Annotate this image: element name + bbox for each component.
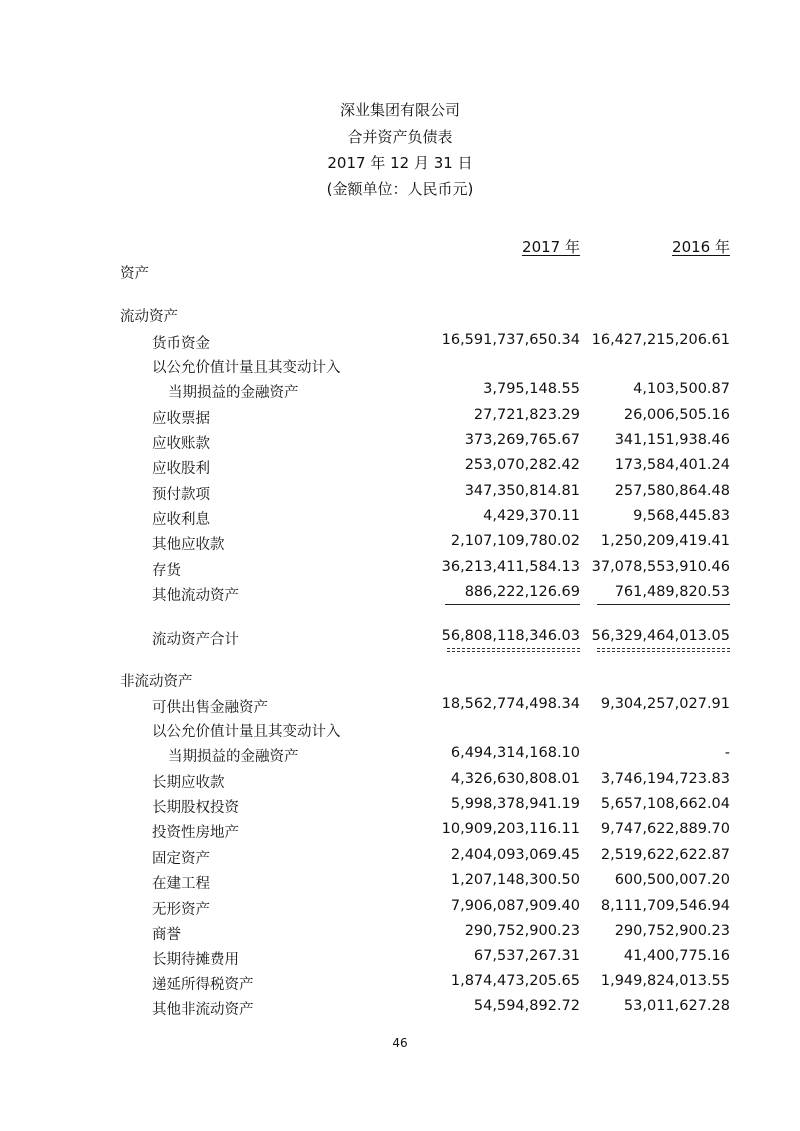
row-label: 在建工程 [152,876,210,892]
table-row [0,872,800,896]
page-number: 46 [392,1036,408,1050]
value-2017: 6,494,314,168.10 [450,745,580,761]
table-row [0,559,800,583]
row-label: 长期应收款 [152,775,225,791]
value-2016: - [724,745,730,761]
total-dashed-rule-2016-a [597,648,730,649]
value-2017: 4,429,370.11 [483,508,580,524]
value-2016: 3,746,194,723.83 [600,771,730,787]
value-2016: 16,427,215,206.61 [591,332,730,348]
value-2016: 9,747,622,889.70 [600,821,730,837]
row-label: 应收利息 [152,512,210,528]
table-row [0,356,800,380]
table-row [0,771,800,795]
value-2016: 4,103,500.87 [633,381,730,397]
table-row [0,670,800,694]
row-label: 递延所得税资产 [152,977,254,993]
currency-unit: (金额单位：人民币元) [326,180,474,198]
row-label: 非流动资产 [120,674,193,690]
value-2017: 7,906,087,909.40 [450,898,580,914]
value-2016: 761,489,820.53 [614,584,730,600]
row-label: 应收股利 [152,461,210,477]
table-row [0,923,800,947]
value-2016: 37,078,553,910.46 [591,559,730,575]
value-2016: 53,011,627.28 [623,998,730,1014]
value-2017: 27,721,823.29 [473,407,580,423]
table-row [0,696,800,720]
row-label: 应收账款 [152,436,210,452]
row-label: 预付款项 [152,487,210,503]
table-row [0,973,800,997]
value-2017: 4,326,630,808.01 [450,771,580,787]
table-row [0,533,800,557]
value-2016: 600,500,007.20 [614,872,730,888]
value-2016: 1,250,209,419.41 [600,533,730,549]
value-2017: 10,909,203,116.11 [441,821,580,837]
row-label: 其他非流动资产 [152,1002,254,1018]
statement-title: 合并资产负债表 [347,128,453,146]
table-row [0,745,800,769]
value-2017: 2,404,093,069.45 [450,847,580,863]
column-header-2016: 2016 年 [672,238,730,256]
value-2017: 886,222,126.69 [464,584,580,600]
row-label: 以公允价值计量且其变动计入 [152,724,341,740]
value-2016: 1,949,824,013.55 [600,973,730,989]
table-row [0,381,800,405]
value-2016: 5,657,108,662.04 [600,796,730,812]
company-name: 深业集团有限公司 [339,101,460,119]
column-header-2017: 2017 年 [522,238,580,256]
row-label: 无形资产 [152,902,210,918]
row-label: 货币资金 [152,336,210,352]
table-row [0,796,800,820]
row-label: 商誉 [152,927,181,943]
row-label: 以公允价值计量且其变动计入 [152,360,341,376]
value-2017: 253,070,282.42 [464,457,580,473]
row-label: 其他流动资产 [152,588,239,604]
value-2016: 9,568,445.83 [633,508,730,524]
row-label: 当期损益的金融资产 [168,749,299,765]
table-row [0,483,800,507]
table-row [0,262,800,286]
total-dashed-rule-2017-a [447,648,580,649]
value-2017: 5,998,378,941.19 [450,796,580,812]
table-row [0,457,800,481]
value-2017: 16,591,737,650.34 [441,332,580,348]
value-2016: 41,400,775.16 [623,948,730,964]
value-2017: 347,350,814.81 [464,483,580,499]
value-2016: 341,151,938.46 [614,432,730,448]
total-dashed-rule-2016-b [597,651,730,652]
value-2016: 8,111,709,546.94 [600,898,730,914]
total-dashed-rule-2017-b [447,651,580,652]
value-2017: 1,874,473,205.65 [450,973,580,989]
row-label: 固定资产 [152,851,210,867]
row-label: 其他应收款 [152,537,225,553]
value-2016: 173,584,401.24 [614,457,730,473]
row-label: 长期股权投资 [152,800,239,816]
value-2017: 3,795,148.55 [483,381,580,397]
value-2017: 290,752,900.23 [464,923,580,939]
value-2016: 2,519,622,622.87 [600,847,730,863]
table-row [0,508,800,532]
row-label: 长期待摊费用 [152,952,239,968]
value-2016: 257,580,864.48 [614,483,730,499]
value-2017: 56,808,118,346.03 [441,628,580,644]
value-2017: 18,562,774,498.34 [441,696,580,712]
value-2016: 290,752,900.23 [614,923,730,939]
row-label: 投资性房地产 [152,825,239,841]
row-label: 流动资产合计 [152,632,239,648]
table-row [0,821,800,845]
table-row [0,948,800,972]
table-row [0,898,800,922]
table-row [0,407,800,431]
row-label: 存货 [152,563,181,579]
row-label: 可供出售金融资产 [152,700,268,716]
table-row [0,332,800,356]
value-2016: 26,006,505.16 [623,407,730,423]
statement-date: 2017 年 12 月 31 日 [327,154,473,172]
row-label: 资产 [120,266,149,282]
table-row [0,847,800,871]
table-row [0,432,800,456]
row-label: 流动资产 [120,309,178,325]
value-2016: 9,304,257,027.91 [600,696,730,712]
value-2017: 2,107,109,780.02 [450,533,580,549]
table-row [0,720,800,744]
value-2017: 1,207,148,300.50 [450,872,580,888]
value-2017: 54,594,892.72 [473,998,580,1014]
row-label: 应收票据 [152,411,210,427]
subtotal-rule-2016 [597,604,730,605]
value-2017: 36,213,411,584.13 [441,559,580,575]
value-2016: 56,329,464,013.05 [591,628,730,644]
value-2017: 373,269,765.67 [464,432,580,448]
table-row [0,998,800,1022]
table-row [0,305,800,329]
value-2017: 67,537,267.31 [473,948,580,964]
row-label: 当期损益的金融资产 [168,385,299,401]
subtotal-rule-2017 [445,604,580,605]
